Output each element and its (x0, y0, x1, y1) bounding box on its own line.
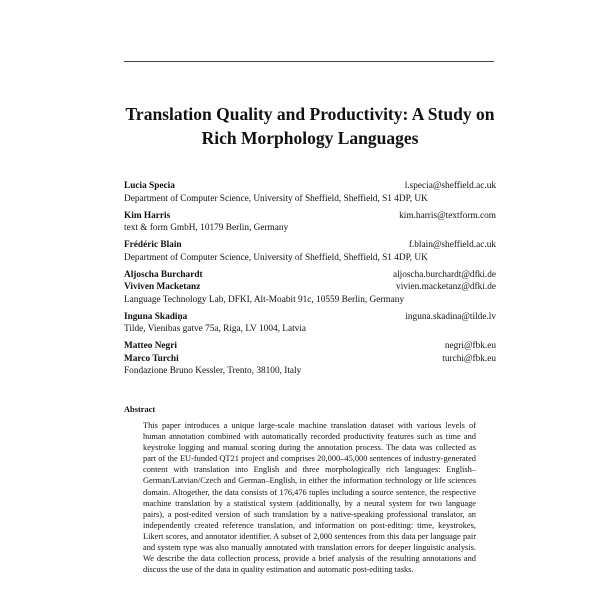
author-list (124, 180, 496, 382)
author-block (124, 180, 496, 205)
author-name: Kim Harris (124, 210, 171, 221)
author-name: Aljoscha Burchardt (124, 269, 203, 280)
author-name: Viviven Macketanz (124, 282, 201, 292)
author-affiliation: Department of Computer Science, University of Sheffield, Sheffield, S1 4DP, UK (124, 193, 428, 204)
author-affiliation: Language Technology Lab, DFKI, Alt-Moabit 91c, 10559 Berlin, Germany (124, 294, 405, 305)
abstract-body: This paper introduces a unique large-scale machine translation dataset with various levels of human annotation combined with automatically recorded productivity features such as time and keystroke logging and manual scoring during the annotation process. The data was collected as part of the EU-funded QT21 project and comprises 20,000–45,000 sentences of industry-generated content with translation into English and three morphologically rich languages: English–German/Latvian/Czech and German–English, in either the information technology or life sciences domain. Altogether, the data consists of 176,476 tuples including a source sentence, the respective machine translation by a statistical system (additionally, by a neural system for two language pairs), a post-edited version of such translation by a native-speaking professional translator, an independently created reference translation, and information on post-editing: time, keystrokes, Likert scores, and annotator identifier. A subset of 2,000 sentences from this data per language pair and system type was also manually annotated with translation errors for deeper linguistic analysis. We describe the data collection process, provide a brief analysis of the resulting annotations and discuss the use of the data in quality estimation and automatic post-editing tasks. (143, 421, 476, 575)
author-row (124, 180, 496, 193)
author-affiliation: Tilde, Vienibas gatve 75a, Riga, LV 1004, Latvia (124, 324, 307, 334)
author-email: negri@fbk.eu (444, 341, 496, 351)
author-affiliation: Department of Computer Science, University of Sheffield, Sheffield, S1 4DP, UK (124, 252, 428, 263)
top-rule (124, 61, 494, 62)
author-affiliation: Fondazione Bruno Kessler, Trento, 38100, Italy (124, 366, 302, 376)
author-row (124, 210, 496, 223)
author-block (124, 269, 496, 307)
author-email: vivien.macketanz@dfki.de (396, 282, 496, 292)
author-block (124, 210, 496, 235)
author-name: Matteo Negri (124, 341, 177, 351)
author-row (124, 353, 496, 366)
author-row (124, 340, 496, 353)
author-email: turchi@fbk.eu (442, 353, 496, 364)
author-block (124, 311, 496, 336)
author-row (124, 311, 496, 324)
author-affiliation: text & form GmbH, 10179 Berlin, Germany (124, 223, 289, 233)
author-row (124, 281, 496, 294)
author-block (124, 239, 496, 264)
author-email: aljoscha.burchardt@dfki.de (392, 269, 496, 280)
author-name: Marco Turchi (124, 353, 179, 364)
author-name: Frédéric Blain (124, 240, 182, 250)
author-email: inguna.skadina@tilde.lv (405, 311, 496, 322)
author-email: f.blain@sheffield.ac.uk (408, 240, 496, 250)
author-row (124, 239, 496, 252)
author-name: Inguna Skadiņa (124, 311, 188, 322)
author-block (124, 340, 496, 378)
paper-title: Translation Quality and Productivity: A Study on Rich Morphology Languages (125, 104, 495, 148)
author-email: kim.harris@textform.com (399, 210, 496, 221)
author-name: Lucia Specia (124, 181, 175, 191)
author-email: l.specia@sheffield.ac.uk (404, 181, 496, 191)
author-row (124, 269, 496, 282)
abstract-heading: Abstract (124, 405, 156, 414)
